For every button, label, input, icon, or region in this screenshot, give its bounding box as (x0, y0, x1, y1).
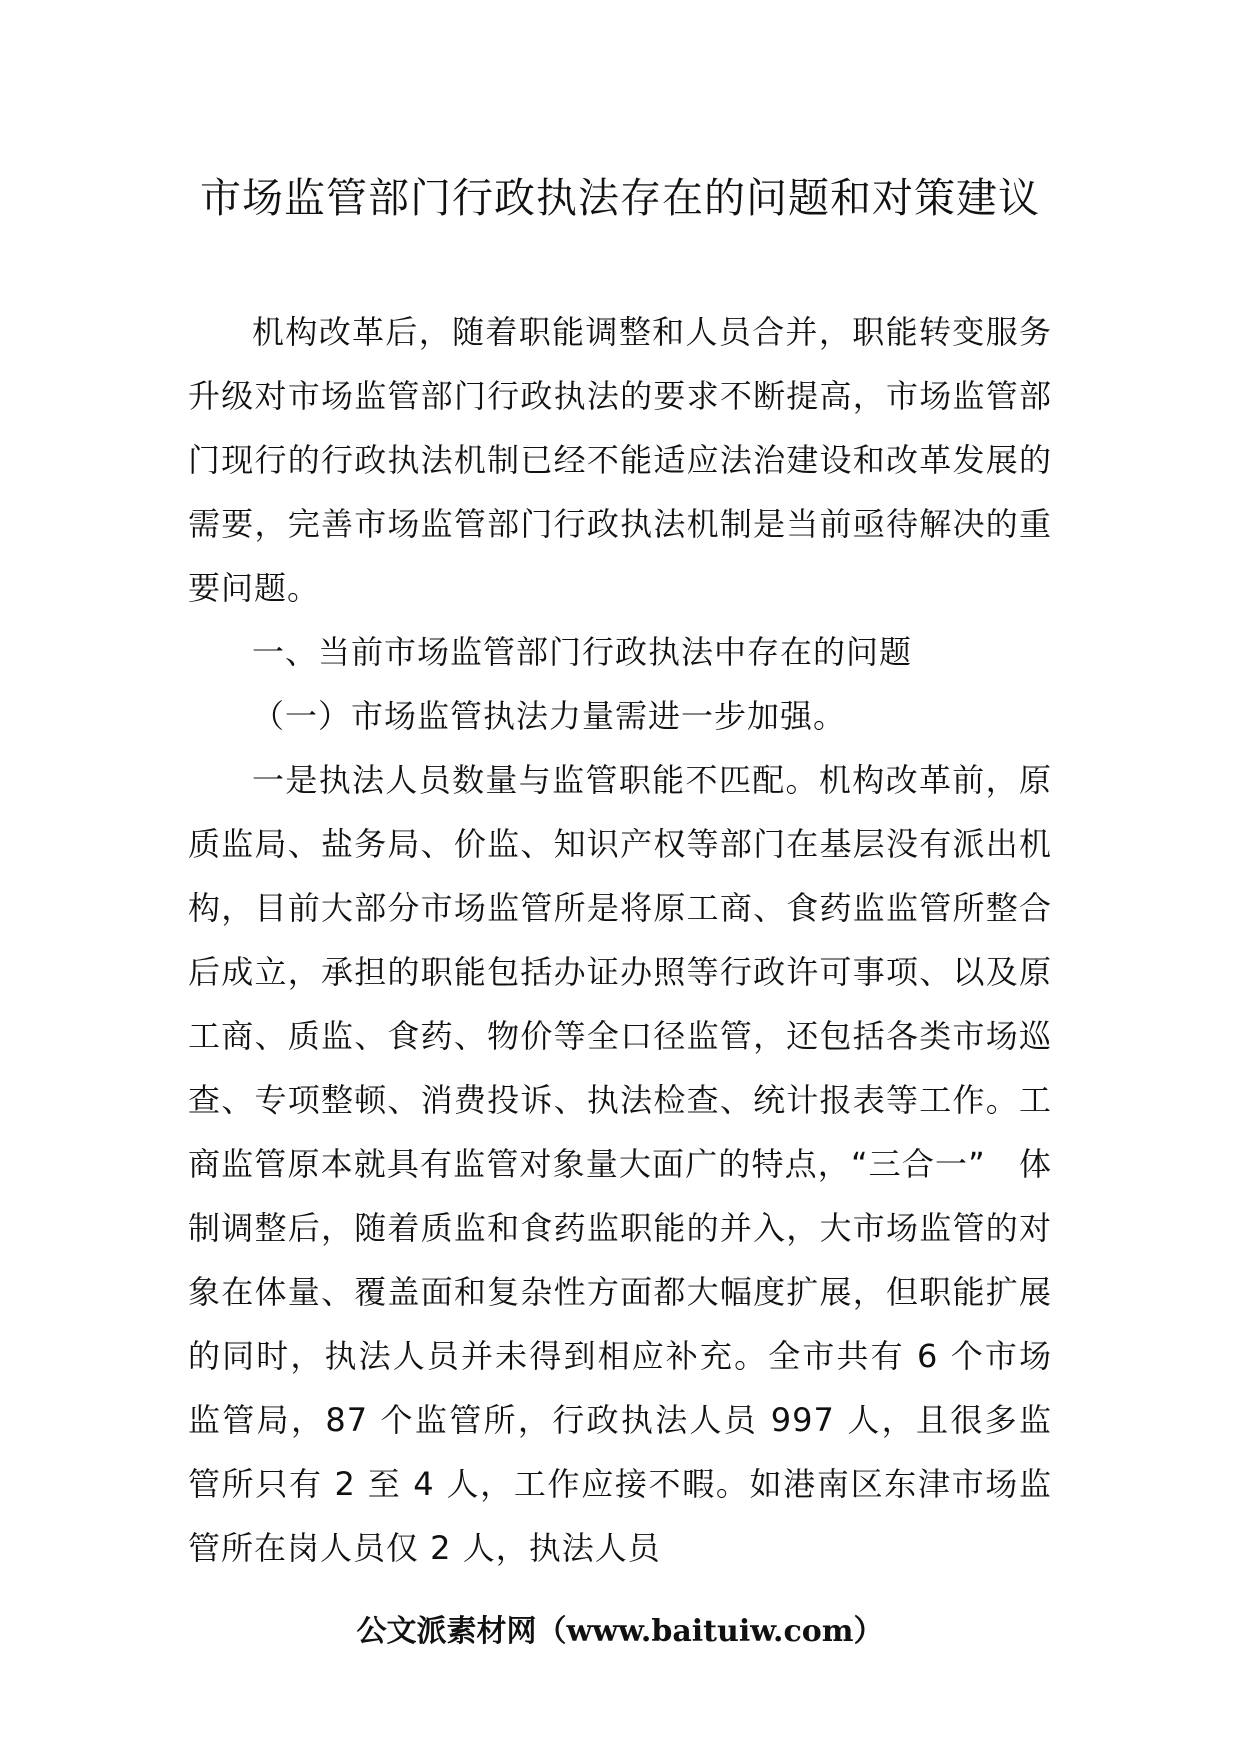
paragraph-intro: 机构改革后，随着职能调整和人员合并，职能转变服务升级对市场监管部门行政执法的要求不断提高，市场监管部门现行的行政执法机制已经不能适应法治建设和改革发展的需要，完善市场监管部门行政执法机制是当前亟待解决的重要问题。 (188, 313, 1052, 607)
footer-watermark: 公文派素材网（www.baituiw.com） (356, 1614, 884, 1649)
subsection-heading: （一）市场监管执法力量需进一步加强。 (252, 697, 847, 735)
section-heading: 一、当前市场监管部门行政执法中存在的问题 (252, 633, 913, 671)
document-title: 市场监管部门行政执法存在的问题和对策建议 (200, 174, 1040, 222)
paragraph-detail: 一是执法人员数量与监管职能不匹配。机构改革前，原质监局、盐务局、价监、知识产权等部门在基层没有派出机构，目前大部分市场监管所是将原工商、食药监监管所整合后成立，承担的职能包括办证办照等行政许可事项、以及原工商、质监、食药、物价等全口径监管，还包括各类市场巡查、专项整顿、消费投诉、执法检查、统计报表等工作。工商监管原本就具有监管对象量大面广的特点，“三合一” 体制调整后，随着质监和食药监职能的并入，大市场监管的对象在体量、覆盖面和复杂性方面都大幅度扩展，但职能扩展的同时，执法人员并未得到相应补充。全市共有 6 个市场监管局，87 个监管所，行政执法人员 997 人，且很多监管所只有 2 至 4 人，工作应接不暇。如港南区东津市场监管所在岗人员仅 2 人，执法人员 (188, 761, 1052, 1567)
document-body (188, 300, 1052, 1580)
